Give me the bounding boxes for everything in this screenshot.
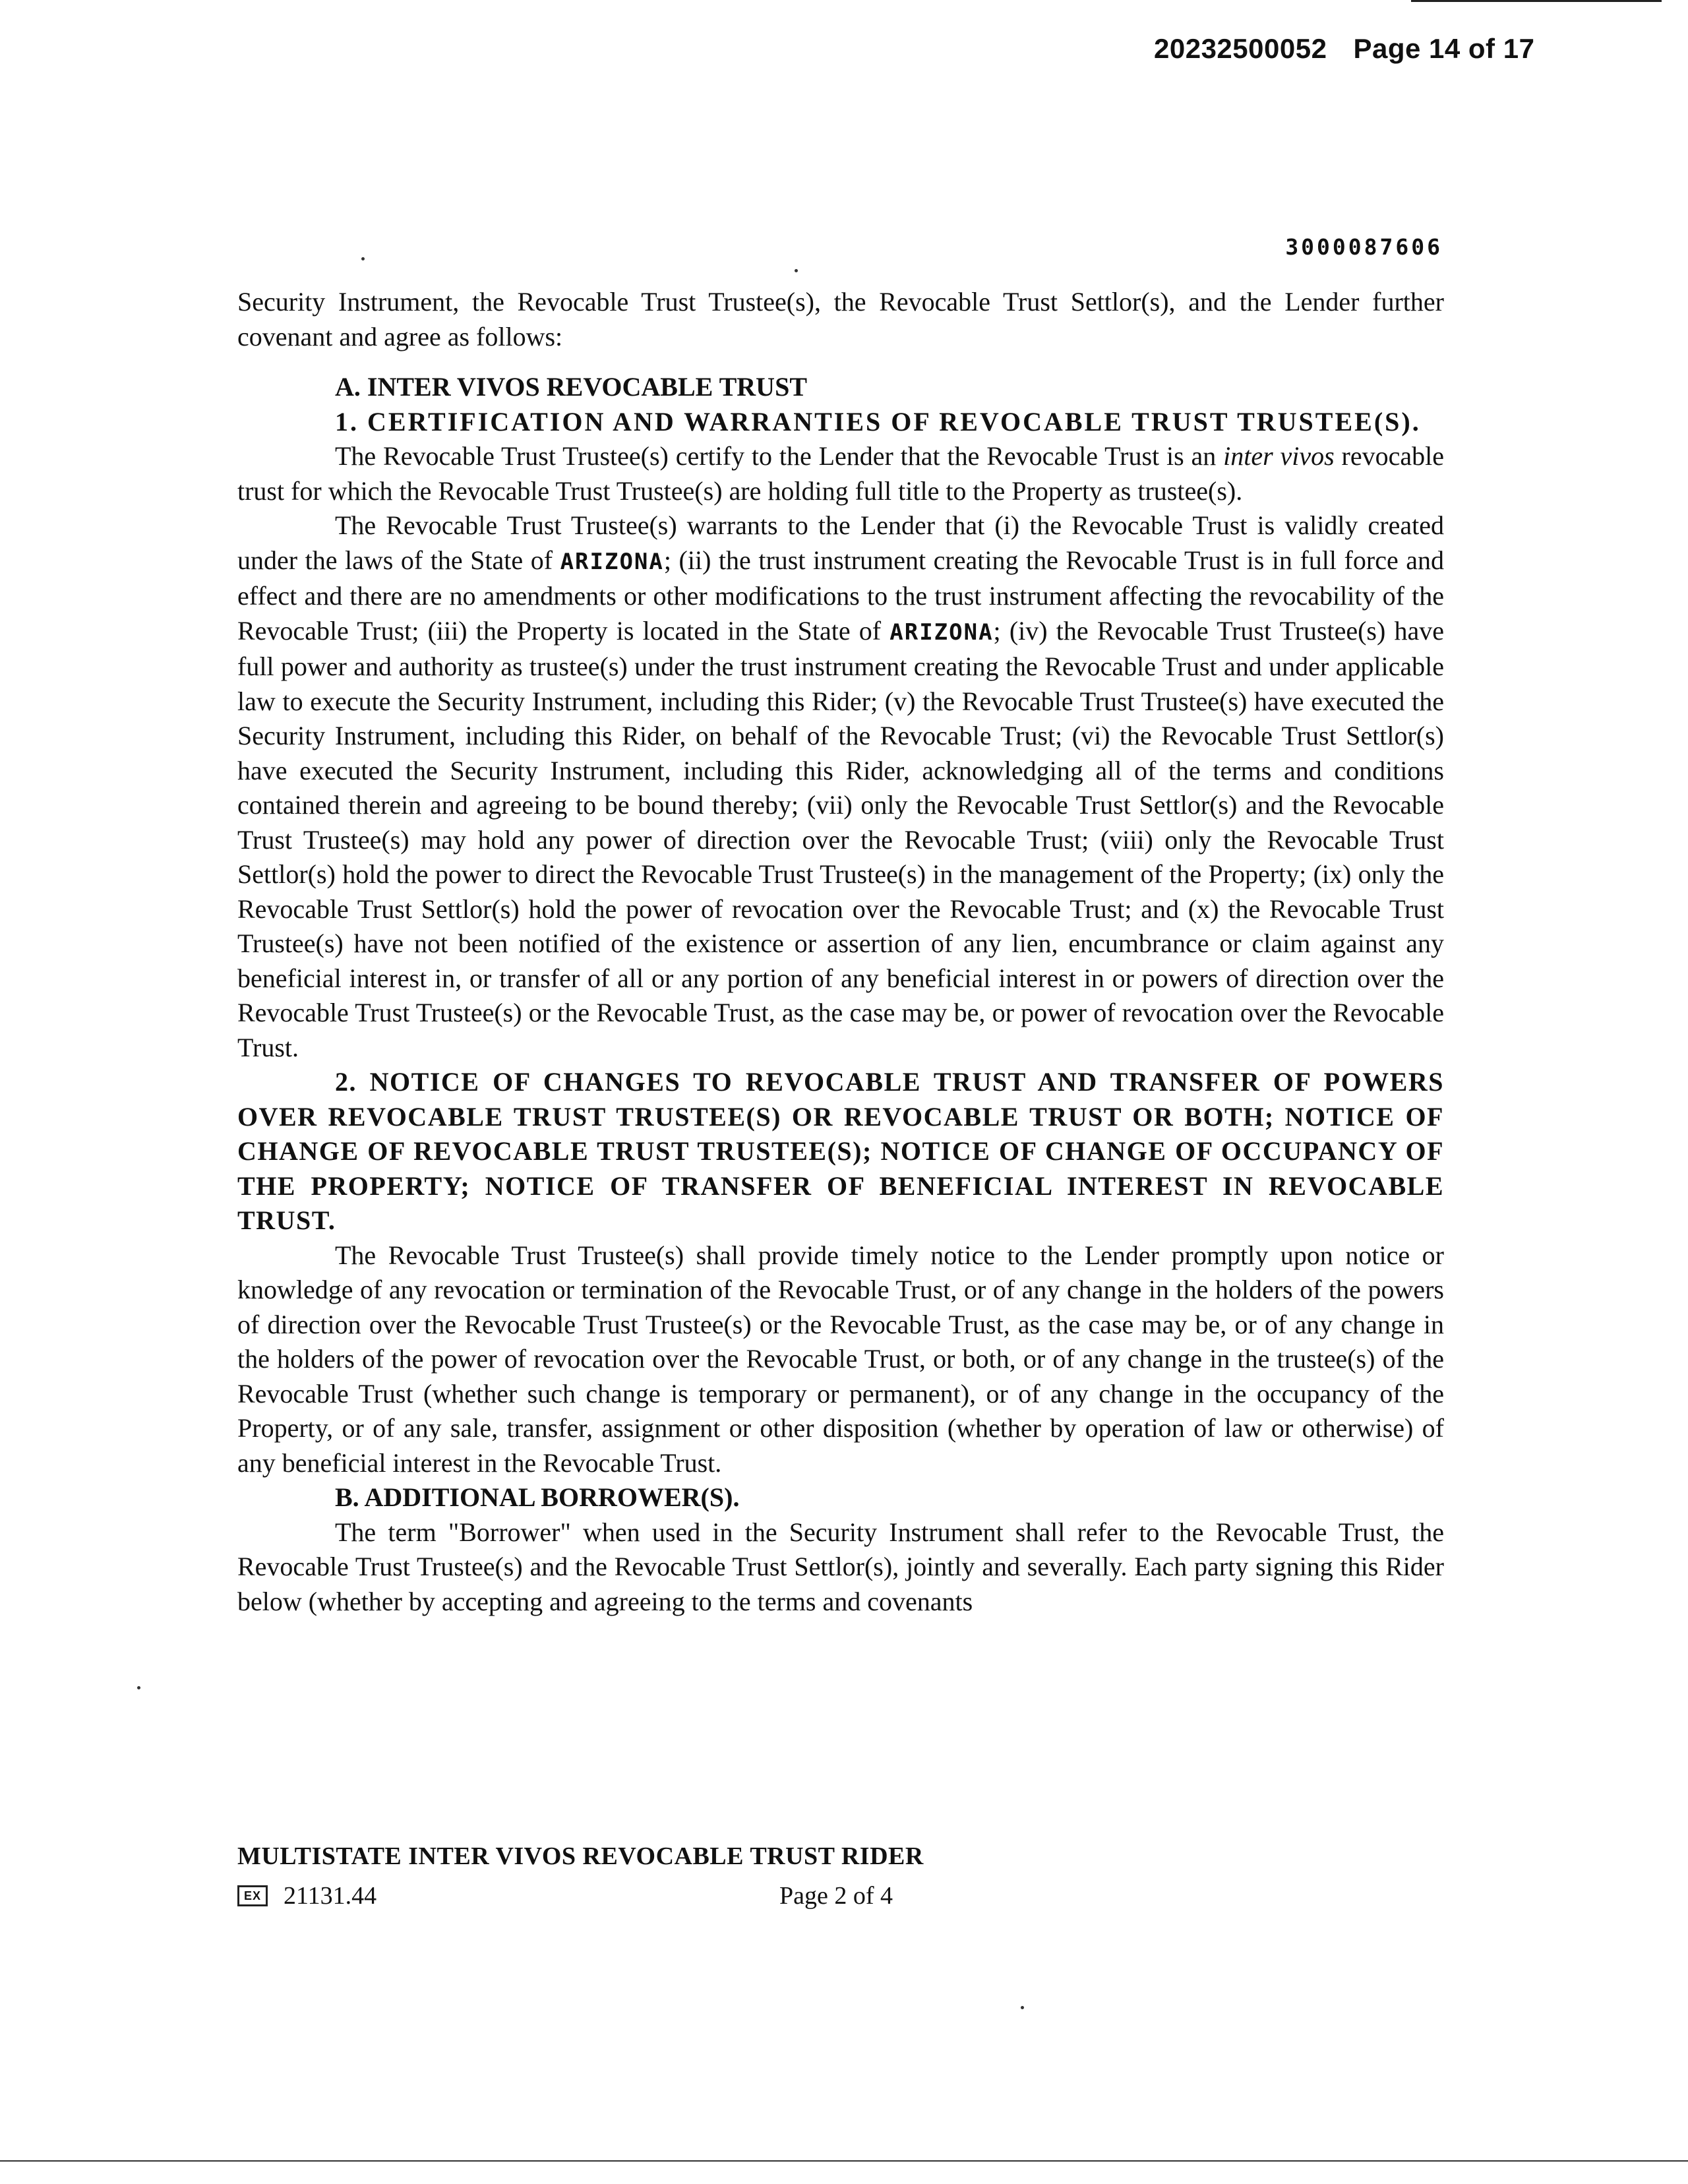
recording-number: 20232500052 <box>1154 33 1327 64</box>
intro-paragraph: Security Instrument, the Revocable Trust Trustee(s), the Revocable Trust Settlor(s), and the Lender further covenant and agree as follows: <box>237 287 1444 351</box>
recording-page: Page 14 of 17 <box>1353 33 1535 64</box>
form-code <box>237 1881 377 1910</box>
inter-vivos-term: inter vivos <box>1223 441 1335 471</box>
recording-header <box>1154 33 1556 65</box>
state-name: ARIZONA <box>889 619 994 646</box>
heading-1: 1. CERTIFICATION AND WARRANTIES OF REVOCABLE TRUST TRUSTEE(S). <box>335 406 1421 437</box>
section-b-heading: B. ADDITIONAL BORROWER(S). <box>335 1482 740 1512</box>
form-logo-icon: EX <box>237 1885 268 1906</box>
state-name: ARIZONA <box>560 548 664 575</box>
certify-paragraph: The Revocable Trust Trustee(s) certify to the Lender that the Revocable Trust is an inter vivos revocable trust for which the Revocable Trust Trustee(s) are holding full title to the Property as trustee(s). <box>237 441 1444 506</box>
form-number: 21131.44 <box>284 1882 377 1910</box>
scan-speck <box>137 1686 140 1689</box>
warranties-paragraph: The Revocable Trust Trustee(s) warrants to the Lender that (i) the Revocable Trust is validly created under the laws of the State of ARIZONA; (ii) the trust instrument creating the Revocable Trust is in full force and effect and there are no amendments or other modifications to the trust instrument affecting the revocability of the Revocable Trust; (iii) the Property is located in the State of ARIZONA; (iv) the Revocable Trust Trustee(s) have full power and authority as trustee(s) under the trust instrument creating the Revocable Trust and under applicable law to execute the Security Instrument, including this Rider; (v) the Revocable Trust Trustee(s) have executed the Security Instrument, including this Rider, on behalf of the Revocable Trust; (vi) the Revocable Trust Settlor(s) have executed the Security Instrument, including this Rider, acknowledging all of the terms and conditions contained therein and agreeing to be bound thereby; (vii) only the Revocable Trust Settlor(s) and the Revocable Trust Trustee(s) may hold any power of direction over the Revocable Trust; (viii) only the Revocable Trust Settlor(s) hold the power to direct the Revocable Trust Trustee(s) in the management of the Property; (ix) only the Revocable Trust Settlor(s) hold the power of revocation over the Revocable Trust; and (x) the Revocable Trust Trustee(s) have not been notified of the existence or assertion of any lien, encumbrance or claim against any beneficial interest in, or transfer of all or any portion of any beneficial interest in or powers of direction over the Revocable Trust Trustee(s) or the Revocable Trust, as the case may be, or power of revocation over the Revocable Trust. <box>237 510 1445 1062</box>
document-body <box>237 285 1444 1619</box>
scan-speck <box>361 257 365 260</box>
section-a-heading: A. INTER VIVOS REVOCABLE TRUST <box>335 372 807 402</box>
loan-number: 3000087606 <box>1285 234 1443 260</box>
scan-speck <box>1021 2006 1024 2009</box>
borrower-paragraph: The term "Borrower" when used in the Security Instrument shall refer to the Revocable Trust, the Revocable Trust Trustee(s) and the Revocable Trust Settlor(s), jointly and severally. Each party signing this Rider below (whether by accepting and agreeing to the terms and covenants <box>237 1517 1444 1616</box>
bottom-edge-rule <box>0 2160 1688 2162</box>
form-page-number: Page 2 of 4 <box>779 1882 893 1910</box>
heading-2: 2. NOTICE OF CHANGES TO REVOCABLE TRUST AND TRANSFER OF POWERS OVER REVOCABLE TRUST TRUSTEE(S) OR REVOCABLE TRUST OR BOTH; NOTICE OF CHANGE OF REVOCABLE TRUST TRUSTEE(S); NOTICE OF CHANGE OF OCCUPANCY OF THE PROPERTY; NOTICE OF TRANSFER OF BENEFICIAL INTEREST IN REVOCABLE TRUST. <box>237 1067 1444 1235</box>
scan-speck <box>795 269 798 272</box>
form-title: MULTISTATE INTER VIVOS REVOCABLE TRUST RIDER <box>237 1842 924 1870</box>
top-edge-rule <box>1411 0 1662 2</box>
notice-paragraph: The Revocable Trust Trustee(s) shall provide timely notice to the Lender promptly upon notice or knowledge of any revocation or termination of the Revocable Trust, or of any change in the holders of the powers of direction over the Revocable Trust Trustee(s) or the Revocable Trust, as the case may be, or of any change in the holders of the power of revocation over the Revocable Trust, or both, or of any change in the trustee(s) of the Revocable Trust (whether such change is temporary or permanent), or of any change in the occupancy of the Property, or of any sale, transfer, assignment or other disposition (whether by operation of law or otherwise) of any beneficial interest in the Revocable Trust. <box>237 1240 1444 1478</box>
